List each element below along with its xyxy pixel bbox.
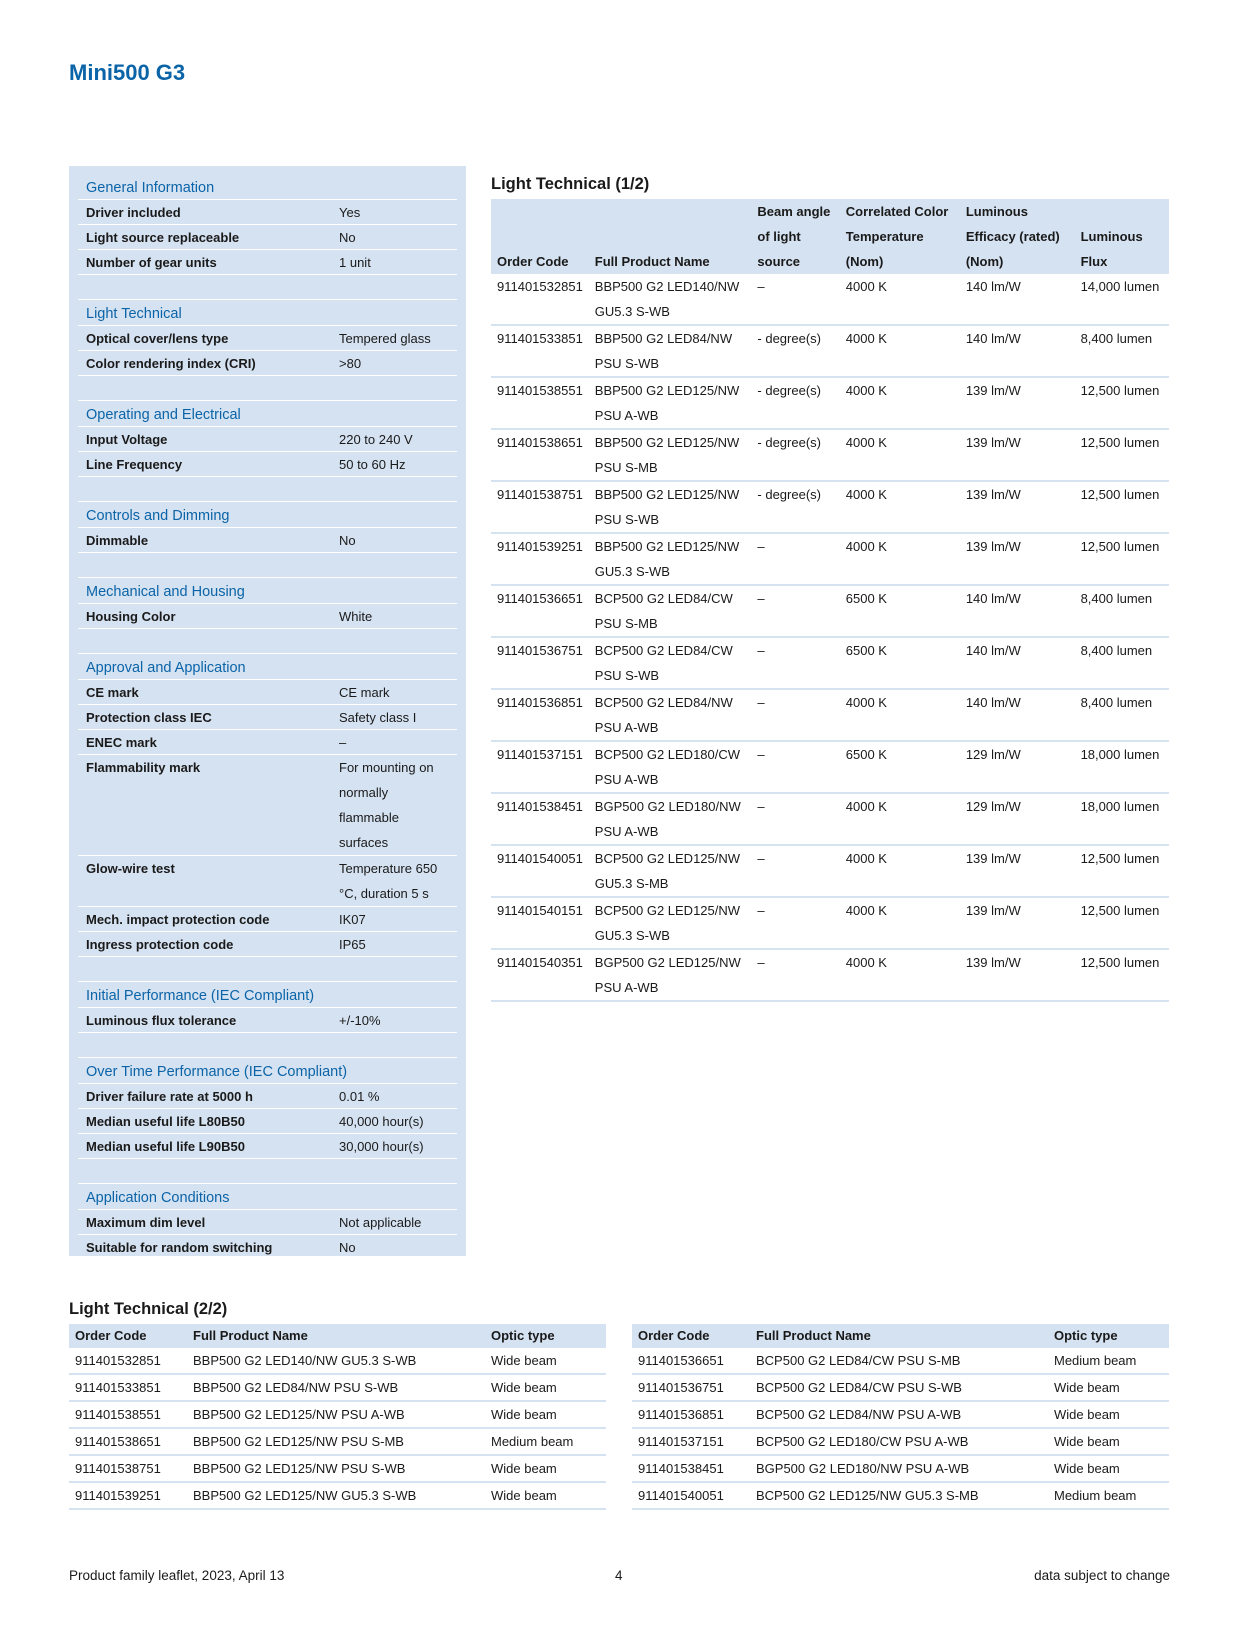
spec-value: 30,000 hour(s) xyxy=(339,1139,424,1154)
spec-key: Dimmable xyxy=(86,533,149,548)
spec-key: ENEC mark xyxy=(86,735,157,750)
spec-row xyxy=(78,932,457,957)
column-header: Order Code xyxy=(69,1324,187,1348)
spec-row xyxy=(78,225,457,250)
table-cell: – xyxy=(751,274,839,325)
table-row xyxy=(632,1401,1169,1428)
spec-value: White xyxy=(339,609,373,624)
table-row xyxy=(632,1482,1169,1509)
spec-key: Protection class IEC xyxy=(86,710,212,725)
spec-key: Color rendering index (CRI) xyxy=(86,356,256,371)
table-cell: 911401540051 xyxy=(491,845,589,897)
table-cell: 4000 K xyxy=(840,689,960,741)
table-cell: BBP500 G2 LED125/NW GU5.3 S-WB xyxy=(187,1482,485,1509)
spec-value: +/-10% xyxy=(339,1013,381,1028)
table-cell: BCP500 G2 LED84/NW PSU A-WB xyxy=(589,689,752,741)
spec-row xyxy=(78,326,457,351)
table-row xyxy=(491,481,1169,533)
spec-row xyxy=(78,604,457,629)
table-cell: 139 lm/W xyxy=(960,845,1075,897)
table-cell: BBP500 G2 LED84/NW PSU S-WB xyxy=(187,1374,485,1401)
table-cell: Medium beam xyxy=(1048,1348,1169,1374)
table-cell: 18,000 lumen xyxy=(1075,741,1169,793)
spec-row xyxy=(78,1134,457,1159)
spec-key: Optical cover/lens type xyxy=(86,331,229,346)
table-row xyxy=(491,429,1169,481)
table-cell: – xyxy=(751,949,839,1001)
spec-key: Flammability mark xyxy=(86,760,201,775)
section-heading: Approval and Application xyxy=(78,654,457,680)
light-technical-1-title: Light Technical (1/2) xyxy=(491,175,650,193)
table-cell: 4000 K xyxy=(840,897,960,949)
table-cell: 911401538751 xyxy=(491,481,589,533)
section-spacer xyxy=(78,957,457,982)
footer-right: data subject to change xyxy=(1034,1568,1170,1583)
table-cell: 140 lm/W xyxy=(960,325,1075,377)
spec-value: 1 unit xyxy=(339,255,371,270)
table-row xyxy=(491,274,1169,325)
table-cell: Wide beam xyxy=(1048,1455,1169,1482)
table-cell: 140 lm/W xyxy=(960,274,1075,325)
spec-value: No xyxy=(339,533,356,548)
table-cell: 4000 K xyxy=(840,533,960,585)
table-cell: BBP500 G2 LED140/NW GU5.3 S-WB xyxy=(187,1348,485,1374)
spec-value: No xyxy=(339,230,356,245)
spec-key: Number of gear units xyxy=(86,255,217,270)
spec-value: 40,000 hour(s) xyxy=(339,1114,424,1129)
table-cell: – xyxy=(751,533,839,585)
table-cell: 139 lm/W xyxy=(960,429,1075,481)
spec-value: 50 to 60 Hz xyxy=(339,457,406,472)
table-cell: Wide beam xyxy=(1048,1374,1169,1401)
spec-value: 0.01 % xyxy=(339,1089,380,1104)
spec-value: IP65 xyxy=(339,937,366,952)
table-cell: 8,400 lumen xyxy=(1075,689,1169,741)
light-technical-1-table xyxy=(491,199,1169,1002)
spec-value: Tempered glass xyxy=(339,331,431,346)
spec-key: Driver failure rate at 5000 h xyxy=(86,1089,253,1104)
table-row xyxy=(69,1348,606,1374)
table-cell: BCP500 G2 LED84/CW PSU S-WB xyxy=(589,637,752,689)
table-row xyxy=(491,637,1169,689)
table-cell: 911401533851 xyxy=(491,325,589,377)
light-technical-2-table-right xyxy=(632,1324,1169,1510)
table-cell: BCP500 G2 LED84/CW PSU S-MB xyxy=(750,1348,1048,1374)
table-cell: 911401540051 xyxy=(632,1482,750,1509)
spec-key: Line Frequency xyxy=(86,457,183,472)
spec-row xyxy=(78,1210,457,1235)
table-cell: – xyxy=(751,637,839,689)
table-cell: 8,400 lumen xyxy=(1075,637,1169,689)
table-cell: 911401532851 xyxy=(491,274,589,325)
table-cell: BGP500 G2 LED180/NW PSU A-WB xyxy=(589,793,752,845)
spec-key: Median useful life L80B50 xyxy=(86,1114,245,1129)
table-cell: 911401538651 xyxy=(69,1428,187,1455)
spec-row xyxy=(78,452,457,477)
table-row xyxy=(69,1374,606,1401)
section-heading: Light Technical xyxy=(78,300,457,326)
column-header: Full Product Name xyxy=(589,199,752,274)
table-cell: 911401539251 xyxy=(69,1482,187,1509)
table-cell: BCP500 G2 LED125/NW GU5.3 S-MB xyxy=(750,1482,1048,1509)
section-heading: Controls and Dimming xyxy=(78,502,457,528)
table-cell: BCP500 G2 LED84/CW PSU S-MB xyxy=(589,585,752,637)
column-header: Full Product Name xyxy=(750,1324,1048,1348)
table-cell: 140 lm/W xyxy=(960,585,1075,637)
table-row xyxy=(491,845,1169,897)
spec-value: Yes xyxy=(339,205,361,220)
spec-row xyxy=(78,705,457,730)
table-cell: 12,500 lumen xyxy=(1075,533,1169,585)
section-heading: Mechanical and Housing xyxy=(78,578,457,604)
table-cell: 12,500 lumen xyxy=(1075,429,1169,481)
table-cell: Medium beam xyxy=(1048,1482,1169,1509)
column-header: Full Product Name xyxy=(187,1324,485,1348)
table-cell: 4000 K xyxy=(840,429,960,481)
table-cell: – xyxy=(751,793,839,845)
table-cell: 6500 K xyxy=(840,741,960,793)
table-cell: Wide beam xyxy=(1048,1428,1169,1455)
table-cell: BCP500 G2 LED180/CW PSU A-WB xyxy=(589,741,752,793)
table-cell: 911401536851 xyxy=(632,1401,750,1428)
spec-key: Mech. impact protection code xyxy=(86,912,270,927)
table-cell: 8,400 lumen xyxy=(1075,585,1169,637)
table-cell: 911401538451 xyxy=(491,793,589,845)
table-cell: Wide beam xyxy=(485,1348,606,1374)
spec-value: Safety class I xyxy=(339,710,417,725)
table-cell: Wide beam xyxy=(485,1455,606,1482)
table-cell: 129 lm/W xyxy=(960,741,1075,793)
table-cell: – xyxy=(751,741,839,793)
table-row xyxy=(491,741,1169,793)
table-cell: 4000 K xyxy=(840,845,960,897)
spec-value: >80 xyxy=(339,356,362,371)
table-cell: 911401536751 xyxy=(632,1374,750,1401)
table-row xyxy=(632,1455,1169,1482)
spec-key: Maximum dim level xyxy=(86,1215,206,1230)
column-header: Order Code xyxy=(632,1324,750,1348)
table-cell: BCP500 G2 LED125/NW GU5.3 S-MB xyxy=(589,845,752,897)
section-spacer xyxy=(78,477,457,502)
section-heading: Initial Performance (IEC Compliant) xyxy=(78,982,457,1008)
table-row xyxy=(632,1374,1169,1401)
table-cell: 140 lm/W xyxy=(960,637,1075,689)
section-spacer xyxy=(78,275,457,300)
table-cell: 139 lm/W xyxy=(960,533,1075,585)
table-cell: 14,000 lumen xyxy=(1075,274,1169,325)
table-cell: 911401536651 xyxy=(491,585,589,637)
light-technical-2-table-left xyxy=(69,1324,606,1510)
spec-row xyxy=(78,680,457,705)
spec-value: IK07 xyxy=(339,912,366,927)
table-cell: 911401536851 xyxy=(491,689,589,741)
table-cell: BGP500 G2 LED180/NW PSU A-WB xyxy=(750,1455,1048,1482)
spec-row xyxy=(78,200,457,225)
column-header: Luminous Efficacy (rated) (Nom) xyxy=(960,199,1075,274)
table-row xyxy=(632,1348,1169,1374)
table-cell: 6500 K xyxy=(840,585,960,637)
column-header: Optic type xyxy=(485,1324,606,1348)
table-cell: BBP500 G2 LED125/NW PSU S-MB xyxy=(589,429,752,481)
table-cell: - degree(s) xyxy=(751,377,839,429)
spec-row xyxy=(78,528,457,553)
table-row xyxy=(69,1401,606,1428)
table-cell: 4000 K xyxy=(840,793,960,845)
table-cell: – xyxy=(751,845,839,897)
table-row xyxy=(632,1428,1169,1455)
spec-row xyxy=(78,856,457,907)
table-cell: 911401536651 xyxy=(632,1348,750,1374)
spec-row xyxy=(78,427,457,452)
spec-key: Input Voltage xyxy=(86,432,168,447)
table-cell: 140 lm/W xyxy=(960,689,1075,741)
spec-value: Not applicable xyxy=(339,1215,422,1230)
table-cell: 911401538451 xyxy=(632,1455,750,1482)
table-cell: 12,500 lumen xyxy=(1075,897,1169,949)
table-row xyxy=(491,533,1169,585)
section-spacer xyxy=(78,553,457,578)
spec-key: Glow-wire test xyxy=(86,861,175,876)
table-row xyxy=(491,325,1169,377)
footer-left: Product family leaflet, 2023, April 13 xyxy=(69,1568,285,1583)
table-cell: 911401538551 xyxy=(69,1401,187,1428)
column-header: Optic type xyxy=(1048,1324,1169,1348)
table-cell: – xyxy=(751,689,839,741)
table-cell: BCP500 G2 LED84/CW PSU S-WB xyxy=(750,1374,1048,1401)
table-cell: Wide beam xyxy=(485,1482,606,1509)
section-spacer xyxy=(78,629,457,654)
table-cell: 911401537151 xyxy=(491,741,589,793)
spec-panel xyxy=(69,166,466,1256)
spec-row xyxy=(78,1008,457,1033)
section-spacer xyxy=(78,1033,457,1058)
table-cell: BBP500 G2 LED125/NW PSU A-WB xyxy=(187,1401,485,1428)
table-cell: 129 lm/W xyxy=(960,793,1075,845)
table-cell: 911401538651 xyxy=(491,429,589,481)
table-row xyxy=(69,1428,606,1455)
table-cell: 12,500 lumen xyxy=(1075,377,1169,429)
table-cell: - degree(s) xyxy=(751,429,839,481)
spec-key: Driver included xyxy=(86,205,181,220)
table-cell: BBP500 G2 LED84/NW PSU S-WB xyxy=(589,325,752,377)
table-cell: Medium beam xyxy=(485,1428,606,1455)
spec-value: Temperature 650 °C, duration 5 s xyxy=(339,861,438,901)
table-cell: 4000 K xyxy=(840,274,960,325)
table-cell: - degree(s) xyxy=(751,325,839,377)
table-cell: BBP500 G2 LED125/NW PSU A-WB xyxy=(589,377,752,429)
table-cell: 8,400 lumen xyxy=(1075,325,1169,377)
table-cell: BBP500 G2 LED125/NW PSU S-WB xyxy=(187,1455,485,1482)
table-cell: Wide beam xyxy=(485,1374,606,1401)
column-header: Beam angle of light source xyxy=(751,199,839,274)
table-cell: - degree(s) xyxy=(751,481,839,533)
table-cell: BBP500 G2 LED125/NW GU5.3 S-WB xyxy=(589,533,752,585)
spec-value: – xyxy=(339,735,347,750)
spec-key: CE mark xyxy=(86,685,139,700)
page-title: Mini500 G3 xyxy=(69,60,186,85)
section-heading: Application Conditions xyxy=(78,1184,457,1210)
spec-value: CE mark xyxy=(339,685,390,700)
table-cell: 6500 K xyxy=(840,637,960,689)
table-cell: 911401532851 xyxy=(69,1348,187,1374)
column-header: Order Code xyxy=(491,199,589,274)
section-heading: Over Time Performance (IEC Compliant) xyxy=(78,1058,457,1084)
spec-key: Suitable for random switching xyxy=(86,1240,273,1255)
table-cell: 18,000 lumen xyxy=(1075,793,1169,845)
spec-value: No xyxy=(339,1240,356,1255)
table-cell: BCP500 G2 LED180/CW PSU A-WB xyxy=(750,1428,1048,1455)
table-cell: 911401540351 xyxy=(491,949,589,1001)
spec-row xyxy=(78,730,457,755)
table-cell: 911401540151 xyxy=(491,897,589,949)
table-cell: 12,500 lumen xyxy=(1075,845,1169,897)
table-row xyxy=(491,689,1169,741)
table-cell: BCP500 G2 LED84/NW PSU A-WB xyxy=(750,1401,1048,1428)
spec-row xyxy=(78,1235,457,1260)
section-heading: General Information xyxy=(78,174,457,200)
table-row xyxy=(69,1482,606,1509)
spec-row xyxy=(78,351,457,376)
spec-key: Light source replaceable xyxy=(86,230,240,245)
spec-value: 220 to 240 V xyxy=(339,432,413,447)
table-row xyxy=(491,897,1169,949)
section-spacer xyxy=(78,1159,457,1184)
table-cell: Wide beam xyxy=(485,1401,606,1428)
table-cell: 12,500 lumen xyxy=(1075,949,1169,1001)
section-heading: Operating and Electrical xyxy=(78,401,457,427)
table-cell: 911401533851 xyxy=(69,1374,187,1401)
table-row xyxy=(69,1455,606,1482)
table-cell: 4000 K xyxy=(840,481,960,533)
table-cell: – xyxy=(751,897,839,949)
spec-row xyxy=(78,1084,457,1109)
page-number: 4 xyxy=(615,1568,623,1583)
table-cell: 911401538751 xyxy=(69,1455,187,1482)
table-row xyxy=(491,377,1169,429)
table-cell: 4000 K xyxy=(840,949,960,1001)
table-cell: 911401539251 xyxy=(491,533,589,585)
table-cell: BCP500 G2 LED125/NW GU5.3 S-WB xyxy=(589,897,752,949)
table-cell: 139 lm/W xyxy=(960,949,1075,1001)
table-cell: Wide beam xyxy=(1048,1401,1169,1428)
table-cell: 139 lm/W xyxy=(960,481,1075,533)
table-row xyxy=(491,949,1169,1001)
column-header: Correlated Color Temperature (Nom) xyxy=(840,199,960,274)
light-technical-2-title: Light Technical (2/2) xyxy=(69,1300,228,1318)
table-cell: 139 lm/W xyxy=(960,897,1075,949)
table-cell: BBP500 G2 LED140/NW GU5.3 S-WB xyxy=(589,274,752,325)
column-header: Luminous Flux xyxy=(1075,199,1169,274)
table-cell: 139 lm/W xyxy=(960,377,1075,429)
table-cell: 12,500 lumen xyxy=(1075,481,1169,533)
table-cell: BBP500 G2 LED125/NW PSU S-MB xyxy=(187,1428,485,1455)
table-row xyxy=(491,585,1169,637)
table-cell: BGP500 G2 LED125/NW PSU A-WB xyxy=(589,949,752,1001)
table-cell: 4000 K xyxy=(840,377,960,429)
spec-row xyxy=(78,907,457,932)
spec-key: Housing Color xyxy=(86,609,176,624)
table-cell: 911401536751 xyxy=(491,637,589,689)
spec-value: For mounting on normally flammable surfaces xyxy=(339,760,434,850)
spec-row xyxy=(78,755,457,856)
spec-key: Ingress protection code xyxy=(86,937,234,952)
table-cell: 4000 K xyxy=(840,325,960,377)
spec-row xyxy=(78,250,457,275)
section-spacer xyxy=(78,376,457,401)
table-row xyxy=(491,793,1169,845)
spec-row xyxy=(78,1109,457,1134)
spec-key: Luminous flux tolerance xyxy=(86,1013,237,1028)
spec-key: Median useful life L90B50 xyxy=(86,1139,245,1154)
table-cell: 911401538551 xyxy=(491,377,589,429)
table-cell: BBP500 G2 LED125/NW PSU S-WB xyxy=(589,481,752,533)
table-cell: 911401537151 xyxy=(632,1428,750,1455)
table-cell: – xyxy=(751,585,839,637)
